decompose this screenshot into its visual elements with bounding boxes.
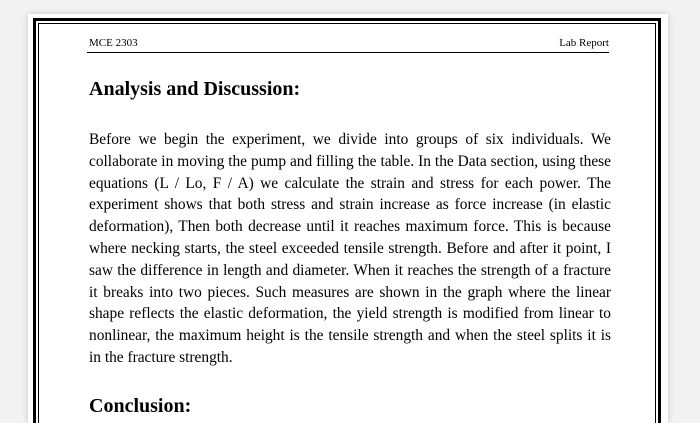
header-document-type: Lab Report (559, 37, 609, 49)
conclusion-heading: Conclusion: (89, 395, 192, 417)
analysis-paragraph: Before we begin the experiment, we divide into groups of six individuals. We collaborate in moving the pump and filling the table. In the Data section, using these equations (L / Lo, F / A) we calculate the strain and stress for each power. The experiment shows that both stress and strain increase as force increase (in elastic deformation), Then both decrease until it reaches maximum force. This is because where necking starts, the steel exceeded tensile strength. Before and after it point, I saw the difference in length and diameter. When it reaches the strength of a fracture it breaks into two pieces. Such measures are shown in the graph where the linear shape reflects the elastic deformation, the yield strength is modified from linear to nonlinear, the maximum height is the tensile strength and when the steel splits it is in the fracture strength. (89, 131, 611, 366)
analysis-heading: Analysis and Discussion: (89, 78, 301, 100)
header-course-code: MCE 2303 (89, 37, 138, 49)
header-divider (87, 52, 609, 53)
